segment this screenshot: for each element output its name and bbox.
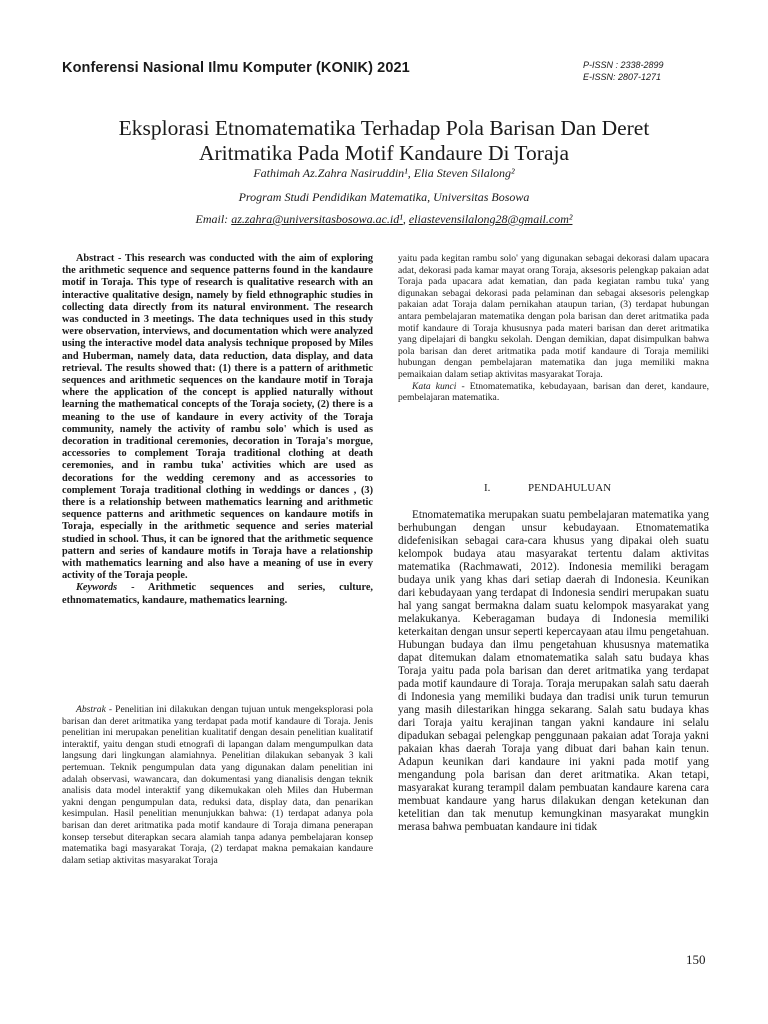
section-number: I. [484,482,491,494]
abstract-en-text: Abstract - This research was conducted with the aim of exploring the arithmetic sequence and sequence patterns found in the kandaure motif in Toraja. This type of research is qualitative research with an interactive qualitative design, namely by field ethnographic studies in collecting data directly from its natural environment. The research was conducted in 3 meetings. The data techniques used in this study were observation, interviews, and documentation which were analyzed using the interactive model data analysis technique proposed by Miles and Huberman, namely data, data reduction, data display, and data retrieval. The results showed that: (1) there is a pattern of arithmetic sequences and arithmetic sequences on the kandaure motif in Toraja where the application of the concept is applied naturally without learning the mathematical concepts of the Toraja society, (2) there is a meaning to the use of kandaure in every activity of the Toraja community, namely the activity of rambu solo' which is used as decoration in traditional ceremonies, decoration in Toraja's morgue, accessories to complement Toraja traditional clothing at death ceremonies, and in rambu tuka' activities which are used as decorations for the wedding ceremony and as accessories to complement Toraja traditional clothing in weddings or dances , (3) there is a relationship between mathematics learning and arithmetic sequence patterns and arithmetic sequences on kandaure motifs in Toraja, especially in the arithmetic sequence and series material studied in school. Thus, it can be ignored that the arithmetic sequence pattern and series of kandaure motifs in Toraja have a relationship with mathematics learning and also have a meaning of use in every activity of the Toraja people. [62,253,373,582]
title-line-2: Aritmatika Pada Motif Kandaure Di Toraja [198,141,570,165]
email-label: Email: [195,212,232,226]
keywords-en-label: Keywords [76,582,118,594]
abstrak-label: Abstrak [76,704,106,715]
keywords-en [62,582,373,606]
section-title: PENDAHULUAN [528,482,612,494]
email-link-2[interactable]: eliastevensilalong28@gmail.com² [408,212,573,226]
kata-kunci-label: Kata kunci [412,380,457,392]
abstrak-para [62,704,373,866]
abstract-english [62,253,373,607]
abstrak-continued-text: yaitu pada kegitan rambu solo' yang digunakan sebagai dekorasi dalam upacara adat, dekorasi pada kamar mayat orang Toraja, aksesoris pelengkap pakaian adat Toraja pada upacara adat kematian, dan pada kegiatan rambu tuka' yang digunakan sebagai dekorasi pada pelaminan dan sebagai aksesoris pelengkap pakaian adat Toraja dalam pernikahan ataupun tarian, (3) terdapat hubungan antara pembelajaran matematika dengan pola barisan dan deret aritmatika pada motif kandaure di Toraja khususnya pada materi barisan dan deret aritmatika yang dipelajari di bangku sekolah. Dengan demikian, dapat disimpulkan bahwa pola barisan dan deret aritmatika pada motif kandaure di Toraja memiliki hubungan dengan pembelajaran matematika dan juga memiliki makna pemaikaian dalam setiap aktivitas masyarakat Toraja. [398,253,709,380]
eissn: E-ISSN: 2807-1271 [583,72,662,82]
abstract-indonesian [62,704,373,866]
introduction-body [398,509,709,834]
issn-block [583,59,664,83]
email-link-1[interactable]: az.zahra@universitasbosowa.ac.id¹ [231,212,403,226]
kata-kunci-text: - Etnomatematika, kebudayaan, barisan dan deret, kandaure, pembelajaran matematika. [398,380,709,404]
intro-paragraph: Etnomatematika merupakan suatu pembelajaran matematika yang berhubungan dengan unsur kebudayaan. Etnomatematika didefenisikan sebagai cara-cara khusus yang dipakai oleh suatu kelompok budaya atau masyarakat tertentu dalam aktivitas matematika (Rachmawati, 2012). Indonesia memiliki beragam budaya unik yang khas dari setiap daerah di Indonesia. Keunikan dari kebudayaan yang terdapat di Indonesia sendiri merupakan suatu hal yang sangat bermakna dalam suatu kelompok masyarakat yang melakukanya. Keberagaman budaya di Indonesia memiliki keterkaitan dengan unsur seperti kepercayaan atau ilmu pengetahuan. Hubungan budaya dan ilmu pengetahuan khususnya matematika dapat ditemukan dalam etnomatematika salah satu budaya khas Toraja yaitu pada pola barisan dan deret aritmatika yang terdapat pada motif kaundaure di Toraja. Toraja merupakan salah satu daerah di Indonesia yang memiliki budaya dan tradisi unik turun temurun yang masih dilestarikan hingga sekarang. Salah satu budaya khas dari Toraja yaitu kerajinan tangan yakni kandaure ini selalu dipadukan sebagai pelengkap penggunaan pakaian adat Toraja yakni pakaian khas daerah Toraja yang dibuat dari bahan kain tenun. Adapun keunikan dari kandaure ini yakni pada motif yang mengandung pola barisan dan deret aritmatika. Akan tetapi, masyarakat kurang terampil dalam pembuatan kandaure karena cara membuat kandaure yang harus dilakukan dengan ketekunan dan ketelitian dan tak menutup kemungkinan masyarakat mungkin merasa bahwa pembuatan kandaure ini tidak [398,509,709,833]
conference-header: Konferensi Nasional Ilmu Komputer (KONIK) 2021 [62,60,410,76]
authors: Fathimah Az.Zahra Nasiruddin¹, Elia Steven Silalong² [253,166,515,180]
affiliation: Program Studi Pendidikan Matematika, Universitas Bosowa [238,190,530,204]
kata-kunci [398,381,709,404]
emails [40,212,728,227]
pissn: P-ISSN : 2338-2899 [583,60,664,70]
page-number: 150 [686,952,706,967]
paper-title [40,116,728,166]
email-separator: , [402,212,409,226]
abstract-indonesian-continued [398,253,709,404]
abstrak-text: - Penelitian ini dilakukan dengan tujuan untuk mengeksplorasi pola barisan dan deret aritmatika yang terdapat pada motif kandaure di Toraja. Jenis penelitian ini merupakan penelitian kualitatif dengan desain penelitian kualitatif interaktif, yaitu dengan studi etnografi di lapangan dalam mengumpulkan data langsung dari lingkungan alamiahnya. Penelitian dilakukan sebanyak 3 kali pertemuan. Teknik pengumpulan data yang digunakan dalam penelitian ini adalah observasi, wawancara, dan dokumentasi yang dianalisis dengan teknik analisis data model interaktif yang dikemukakan oleh Miles dan Huberman yakni dengan pengumpulan data, reduksi data, display data, dan penarikan kesimpulan. Hasil penelitian menunjukkan bahwa: (1) terdapat adanya pola barisan dan deret aritmatika pada motif kandaure di Toraja dimana penerapan konsep tersebut diterapkan secara alamiah tanpa adanya pembelajaran konsep matematika bagi masyarakat Toraja, (2) terdapat makna pemakaian kandaure dalam setiap aktivitas masyarakat Toraja [62,704,373,866]
keywords-en-text: - Arithmetic sequences and series, culture, ethnomatematics, kandaure, mathematics learning. [62,582,373,606]
title-line-1: Eksplorasi Etnomatematika Terhadap Pola Barisan Dan Deret [118,116,650,140]
